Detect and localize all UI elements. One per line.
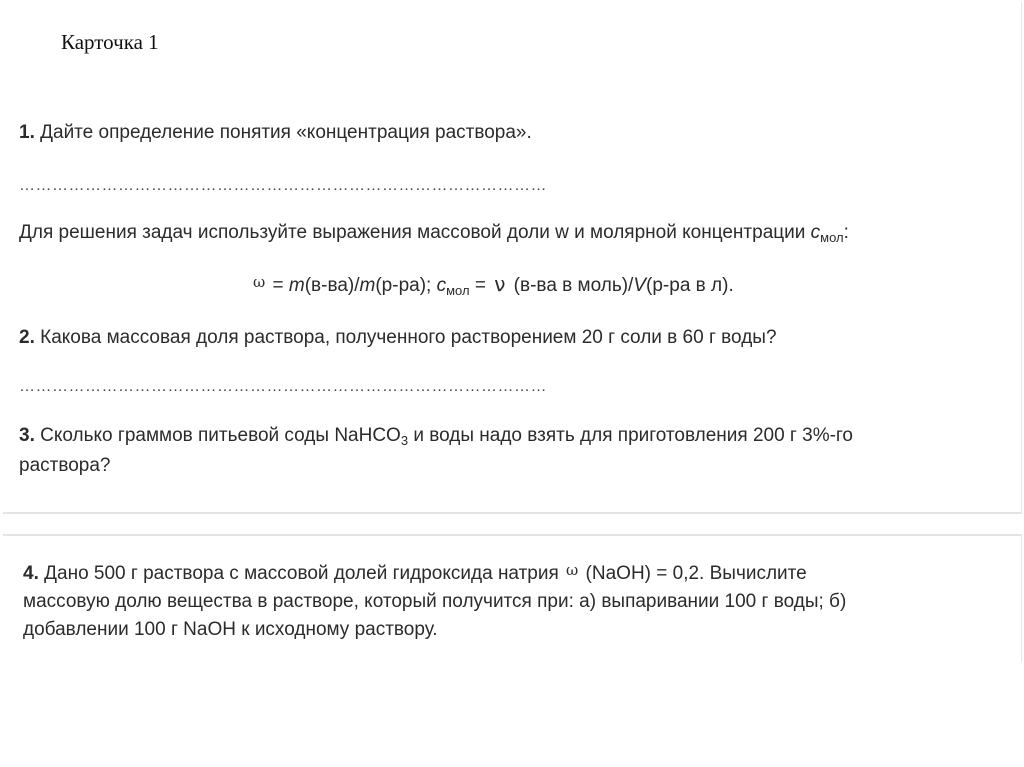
omega-symbol-q4: ω xyxy=(566,561,579,579)
question-2-number: 2. xyxy=(19,327,35,348)
question-3-text-after: и воды надо взять для приготовления 200 г 3%-го xyxy=(408,425,854,446)
question-3-line-1 xyxy=(19,422,853,450)
question-3-text-before: Сколько граммов питьевой соды NaHCO xyxy=(34,425,401,446)
card-title: Карточка 1 xyxy=(61,30,159,54)
formula-part-1: (в-ва)/ xyxy=(304,275,360,296)
omega-symbol: ω xyxy=(253,273,266,291)
hint-c-subscript: мол xyxy=(820,230,844,245)
formula-line xyxy=(251,270,734,300)
answer-dotted-line-1: …………………………………………………………………………………… xyxy=(19,177,547,194)
formula-eq-1: = xyxy=(267,275,289,296)
hint-text: Для решения задач используйте выражения массовой доли w и молярной концентрации xyxy=(19,222,811,243)
question-4-number: 4. xyxy=(23,563,39,584)
formula-part-4: (р-ра в л). xyxy=(646,275,734,296)
worksheet-bottom-scan xyxy=(3,534,1022,662)
formula-m-2: m xyxy=(359,275,376,296)
worksheet-top-scan xyxy=(3,2,1022,514)
hint-colon: : xyxy=(843,222,849,243)
question-1-text: Дайте определение понятия «концентрация раствора». xyxy=(34,122,532,143)
question-2 xyxy=(19,324,777,352)
question-2-text: Какова массовая доля раствора, полученного растворением 20 г соли в 60 г воды? xyxy=(34,327,777,348)
formula-eq-2: = xyxy=(469,275,492,296)
question-1 xyxy=(19,119,532,147)
question-4-text-before: Дано 500 г раствора с массовой долей гидроксида натрия xyxy=(38,563,565,584)
formula-v-symbol: V xyxy=(633,275,647,296)
formula-hint-text xyxy=(19,219,849,247)
question-4-line-2: массовую долю вещества в растворе, который получится при: а) выпаривании 100 г воды; б) xyxy=(23,591,847,612)
formula-c-symbol: c xyxy=(436,275,447,296)
formula-c-subscript: мол xyxy=(446,283,470,298)
question-4-line-1 xyxy=(23,560,807,588)
question-1-number: 1. xyxy=(19,122,35,143)
formula-m-1: m xyxy=(288,275,305,296)
question-3-line-2: раствора? xyxy=(19,455,111,476)
formula-part-2: (р-ра); xyxy=(375,275,437,296)
question-3-subscript: 3 xyxy=(400,433,409,448)
question-3-number: 3. xyxy=(19,425,35,446)
hint-c-symbol: c xyxy=(810,222,821,243)
question-4-line-3: добавлении 100 г NaOH к исходному раствору. xyxy=(23,619,438,640)
formula-part-3: (в-ва в моль)/ xyxy=(508,275,634,296)
question-4-text-after: (NaOH) = 0,2. Вычислите xyxy=(580,563,807,584)
nu-symbol: ν xyxy=(494,272,506,296)
answer-dotted-line-2: …………………………………………………………………………………… xyxy=(19,378,547,395)
